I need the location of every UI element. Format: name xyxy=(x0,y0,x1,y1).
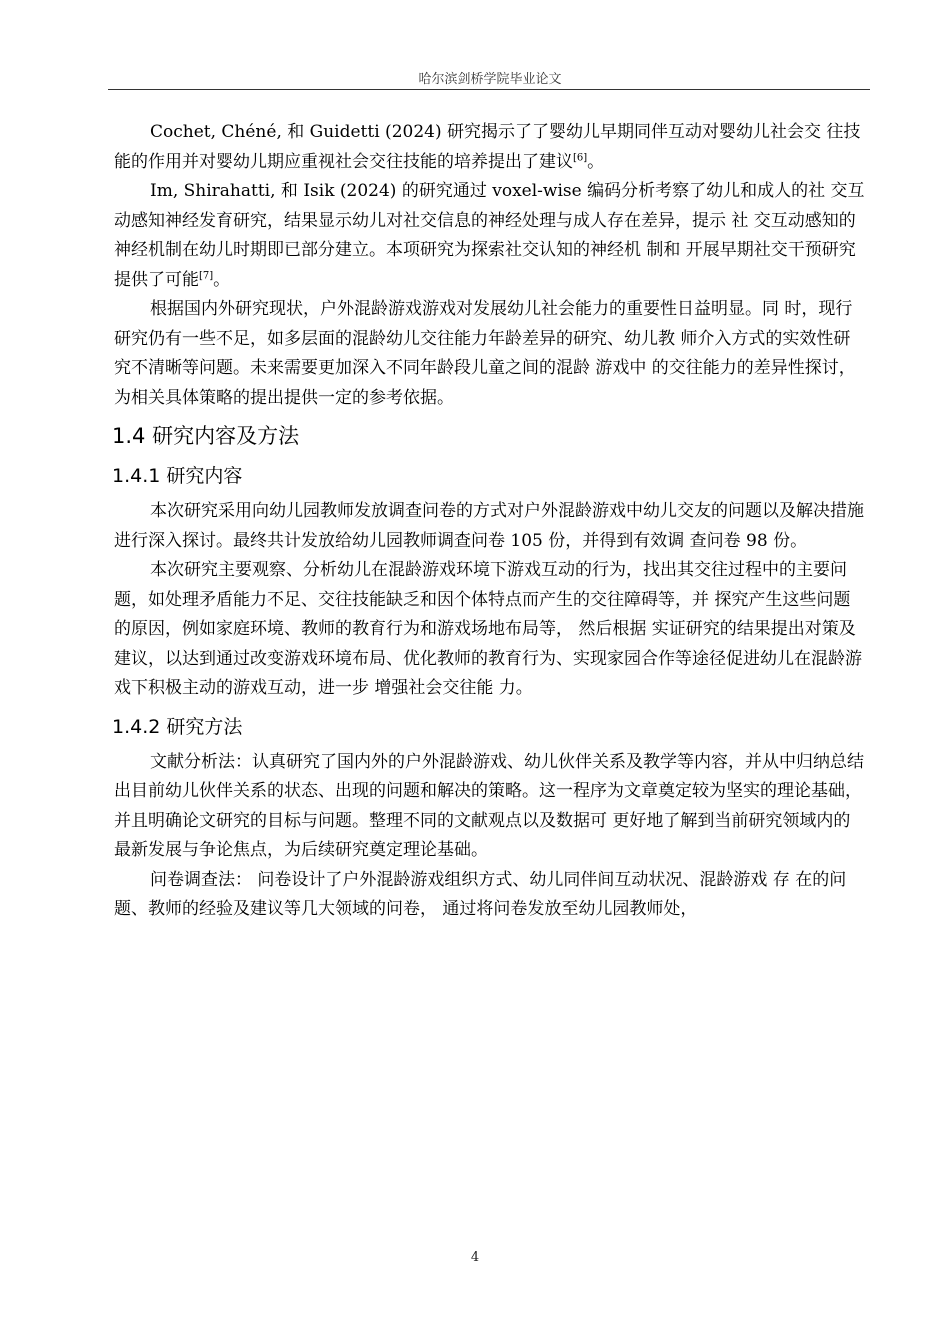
paragraph-text: Im, Shirahatti, 和 Isik (2024) 的研究通过 voxel-wise 编码分析考察了幼儿和成人的社 交互动感知神经发育研究，结果显示幼儿对社交信息的神经处理与成人存在差异，提示 社 交互动感知的神经机制在幼儿时期即已部分建立。本项研究为探索社交认知的神经机 制和 开展早期社交干预研究提供了可能 xyxy=(114,181,865,290)
page-body xyxy=(114,118,866,925)
paragraph-cochet: Cochet, Chéné, 和 Guidetti (2024) 研究揭示了了婴幼儿早期同伴互动对婴幼儿社会交 往技能的作用并对婴幼儿期应重视社会交往技能的培养提出了建议[6]。 xyxy=(114,122,861,172)
subsection-heading-1-4-1: 1.4.1 研究内容 xyxy=(112,465,243,487)
running-header: 哈尔滨剑桥学院毕业论文 xyxy=(418,72,562,87)
citation-ref[interactable]: [6] xyxy=(573,151,588,163)
paragraph-im: Im, Shirahatti, 和 Isik (2024) 的研究通过 voxel-wise 编码分析考察了幼儿和成人的社 交互动感知神经发育研究，结果显示幼儿对社交信息的神经处理与成人存在差异，提示 社 交互动感知的神经机制在幼儿时期即已部分建立。本项研究为探索社交认知的神经机 制和 开展早期社交干预研究提供了可能[7]。 xyxy=(114,181,865,290)
page-number: 4 xyxy=(470,1250,480,1265)
paragraph-summary: 根据国内外研究现状，户外混龄游戏游戏对发展幼儿社会能力的重要性日益明显。同 时，现行研究仍有一些不足，如多层面的混龄幼儿交往能力年龄差异的研究、幼儿教 师介入方式的实效性研究不清晰等问题。未来需要更加深入不同年龄段儿童之间的混龄 游戏中 的交往能力的差异性探讨，为相关具体策略的提出提供一定的参考依据。 xyxy=(114,299,856,408)
paragraph-content-2: 本次研究主要观察、分析幼儿在混龄游戏环境下游戏互动的行为，找出其交往过程中的主要问题，如处理矛盾能力不足、交往技能缺乏和因个体特点而产生的交往障碍等，并 探究产生这些问题的原因，例如家庭环境、教师的教育行为和游戏场地布局等， 然后根据 实证研究的结果提出对策及建议，以达到通过改变游戏环境布局、优化教师的教育行为、实现家园合作等途径促进幼儿在混龄游戏下积极主动的游戏互动，进一步 增强社会交往能 力。 xyxy=(114,560,862,698)
paragraph-content-1: 本次研究采用向幼儿园教师发放调查问卷的方式对户外混龄游戏中幼儿交友的问题以及解决措施进行深入探讨。最终共计发放给幼儿园教师调查问卷 105 份，并得到有效调 查问卷 98 份。 xyxy=(114,501,864,551)
paragraph-method-literature: 文献分析法：认真研究了国内外的户外混龄游戏、幼儿伙伴关系及教学等内容，并从中归纳总结出目前幼儿伙伴关系的状态、出现的问题和解决的策略。这一程序为文章奠定较为坚实的理论基础，并且明确论文研究的目标与问题。整理不同的文献观点以及数据可 更好地了解到当前研究领域内的最新发展与争论焦点，为后续研究奠定理论基础。 xyxy=(114,751,864,860)
subsection-heading-1-4-2: 1.4.2 研究方法 xyxy=(112,715,243,738)
header-rule xyxy=(108,89,870,90)
paragraph-text: Cochet, Chéné, 和 Guidetti (2024) 研究揭示了了婴幼儿早期同伴互动对婴幼儿社会交 往技能的作用并对婴幼儿期应重视社会交往技能的培养提出了建议 xyxy=(114,122,861,172)
citation-ref[interactable]: [7] xyxy=(199,269,214,281)
paragraph-method-questionnaire: 问卷调查法： 问卷设计了户外混龄游戏组织方式、幼儿同伴间互动状况、混龄游戏 存 在的问题、教师的经验及建议等几大领域的问卷， 通过将问卷发放至幼儿园教师处， xyxy=(114,869,847,919)
section-heading-1-4: 1.4 研究内容及方法 xyxy=(112,424,300,448)
